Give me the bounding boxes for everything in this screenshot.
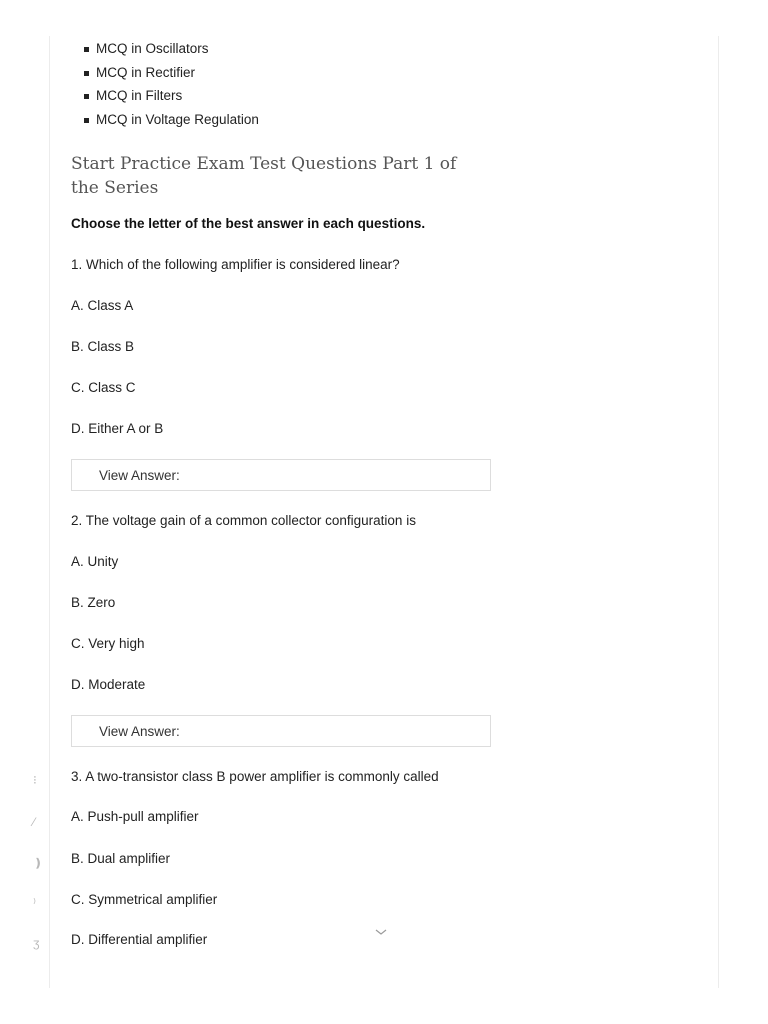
question-1-view-answer-button[interactable] (71, 459, 491, 491)
question-1-option-b: B. Class B (71, 339, 135, 354)
question-1-option-c: C. Class C (71, 380, 136, 395)
question-2-view-answer-button[interactable] (71, 715, 491, 747)
question-2-text: 2. The voltage gain of a common collector configuration is (71, 513, 416, 528)
question-3-text: 3. A two-transistor class B power amplifier is commonly called (71, 769, 439, 784)
side-glyph: ⁝ (33, 773, 37, 787)
related-topics-list (96, 38, 259, 132)
topic-link-voltage-regulation[interactable]: MCQ in Voltage Regulation (96, 109, 259, 133)
question-1-option-a: A. Class A (71, 298, 134, 313)
topic-link-oscillators[interactable]: MCQ in Oscillators (96, 38, 259, 62)
chevron-down-icon[interactable] (374, 927, 388, 937)
instructions: Choose the letter of the best answer in each questions. (71, 216, 426, 231)
question-3-option-b: B. Dual amplifier (71, 851, 171, 866)
question-2-option-a: A. Unity (71, 554, 119, 569)
side-glyph: ʒ (33, 936, 40, 950)
question-3-option-d: D. Differential amplifier (71, 932, 208, 947)
side-glyph: ⁾ (33, 896, 36, 910)
side-glyph: ❫ (33, 856, 44, 870)
question-1-text: 1. Which of the following amplifier is considered linear? (71, 257, 400, 272)
view-answer-label: View Answer: (99, 468, 180, 483)
view-answer-label: View Answer: (99, 724, 180, 739)
side-glyph: ⁄ (33, 815, 36, 829)
question-3-option-a: A. Push-pull amplifier (71, 809, 199, 824)
question-2-option-b: B. Zero (71, 595, 116, 610)
question-1-option-d: D. Either A or B (71, 421, 164, 436)
question-2-option-d: D. Moderate (71, 677, 146, 692)
section-title: Start Practice Exam Test Questions Part 1 of the Series (71, 154, 457, 198)
topic-link-filters[interactable]: MCQ in Filters (96, 85, 259, 109)
question-2-option-c: C. Very high (71, 636, 145, 651)
topic-link-rectifier[interactable]: MCQ in Rectifier (96, 62, 259, 86)
question-3-option-c: C. Symmetrical amplifier (71, 892, 218, 907)
